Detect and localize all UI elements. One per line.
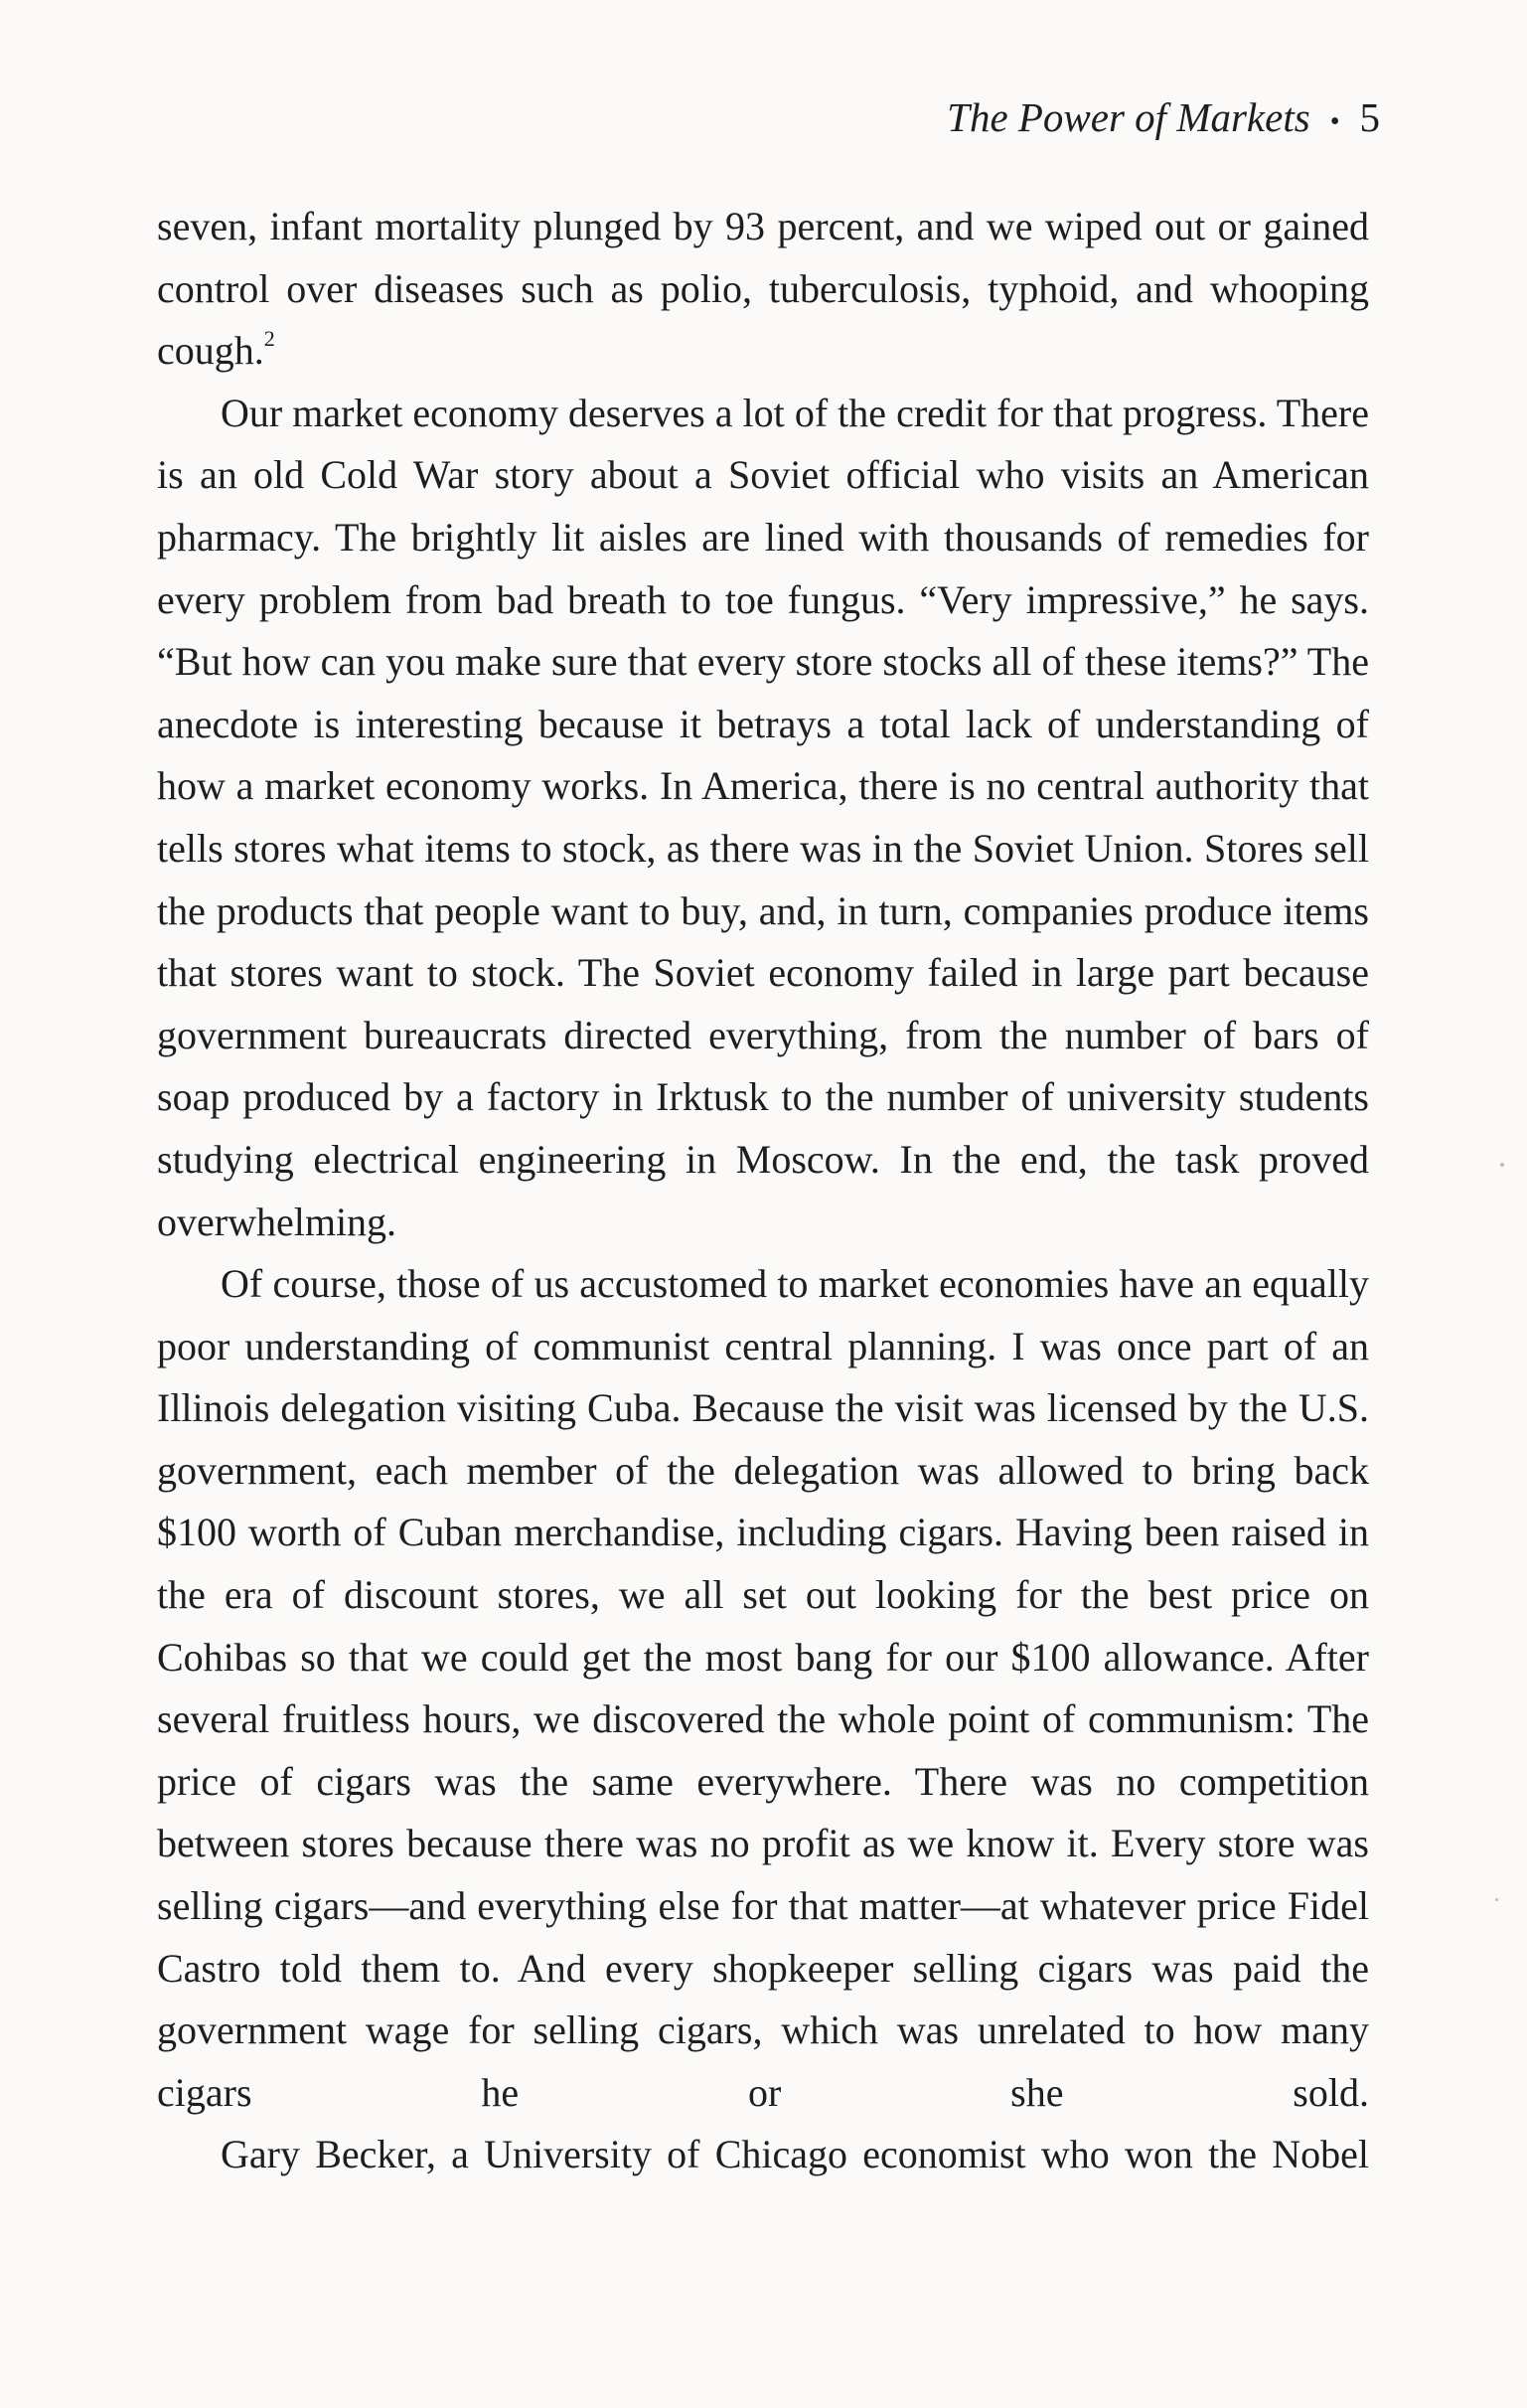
footnote-marker: 2 <box>263 325 275 351</box>
paragraph-3: Of course, those of us accustomed to market economies have an equally poor understanding of communist central planning. I was once part of an Illinois delegation visiting Cuba. Because the visit was licensed by the U.S. government, each member of the delegation was allowed to bring back $100 worth of Cuban merchandise, including cigars. Having been raised in the era of discount stores, we all set out looking for the best price on Cohibas so that we could get the most bang for our $100 allowance. After several fruitless hours, we discovered the whole point of communism: The price of cigars was the same everywhere. There was no competition between stores because there was no profit as we know it. Every store was selling cigars—and everything else for that matter—at whatever price Fidel Castro told them to. And every shopkeeper selling cigars was paid the government wage for selling cigars, which was unrelated to how many cigars he or she sold. <box>157 1261 1369 2115</box>
running-head-title: The Power of Markets <box>947 94 1310 140</box>
bullet-separator: • <box>1329 105 1340 137</box>
page-number: 5 <box>1359 94 1380 140</box>
paper-speck <box>1495 1898 1498 1901</box>
paragraph-1 <box>157 196 1369 383</box>
paper-speck <box>1500 1163 1504 1167</box>
body-text <box>157 196 1369 2186</box>
paragraph-1-text: seven, infant mortality plunged by 93 percent, and we wiped out or gained control over diseases such as polio, tuberculosis, typhoid, and whooping cough. <box>157 204 1369 374</box>
running-head <box>947 91 1380 148</box>
paragraph-2: Our market economy deserves a lot of the credit for that progress. There is an old Cold War story about a Soviet official who visits an American pharmacy. The brightly lit aisles are lined with thousands of remedies for every problem from bad breath to toe fungus. “Very impressive,” he says. “But how can you make sure that every store stocks all of these items?” The anecdote is interesting because it betrays a total lack of understanding of how a market economy works. In America, there is no central authority that tells stores what items to stock, as there was in the Soviet Union. Stores sell the products that people want to buy, and, in turn, companies produce items that stores want to stock. The Soviet economy failed in large part because government bureaucrats directed everything, from the number of bars of soap produced by a factory in Irktusk to the number of university students studying electrical engineering in Moscow. In the end, the task proved overwhelming. <box>157 390 1369 1244</box>
paragraph-4: Gary Becker, a University of Chicago economist who won the Nobel <box>221 2132 1369 2177</box>
